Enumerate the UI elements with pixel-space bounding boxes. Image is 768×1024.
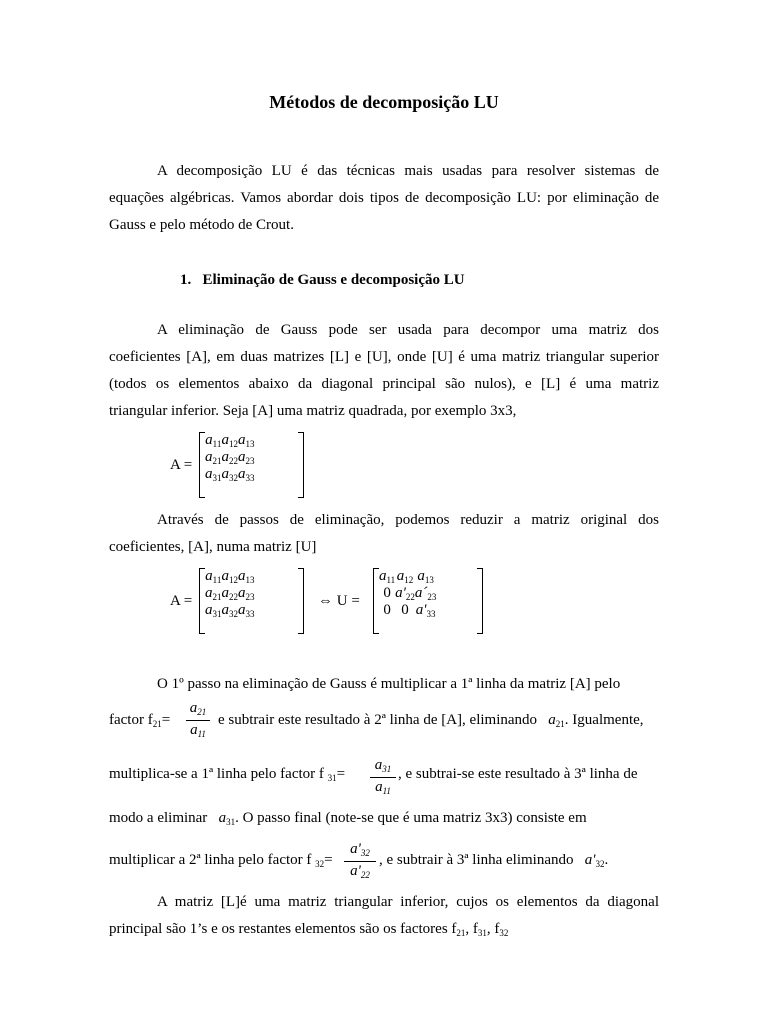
intro-line-3: Gauss e pelo método de Crout. xyxy=(109,217,294,233)
matrix-cell: $a_{32}$ xyxy=(221,602,238,619)
para1-line-4: triangular inferior. Seja [A] uma matriz quadrada, por exemplo 3x3, xyxy=(109,403,517,419)
matrix-row xyxy=(205,568,255,585)
matrix-cell: $a'_{22}$ xyxy=(395,585,415,602)
matrix-cell: $a_{21}$ xyxy=(205,449,222,466)
matrix-cell: 0 xyxy=(383,602,391,618)
fraction-a31-a11: $a_{31}$ $a_{11}$ xyxy=(370,757,396,799)
matrix-cell: $a_{13}$ xyxy=(238,568,255,585)
matrix-row xyxy=(379,602,436,619)
para4-line-2: principal são 1’s e os restantes elementos são os factores $f_{21}$, $f_{31}$, $f_{32}$ xyxy=(109,921,509,938)
matrix-cell: $a'_{33}$ xyxy=(415,602,436,619)
matrix-cell: $a_{13}$ xyxy=(238,432,255,449)
matrix-cell: $a_{23}$ xyxy=(238,449,255,466)
factor-f21-text: factor $f_{21}=$ xyxy=(109,712,171,729)
mult-f31-text: multiplica-se a 1ª linha pelo factor f $_{31}$= xyxy=(109,766,346,783)
para4-line-1: A matriz [L]é uma matriz triangular inferior, cujos os elementos da diagonal xyxy=(157,894,659,910)
matrix-cell: $a_{31}$ xyxy=(205,466,222,483)
matrix-cell: $a_{23}$ xyxy=(238,585,255,602)
matrix-row xyxy=(379,568,436,585)
matrix-a xyxy=(199,432,304,498)
matrix-cell: $a_{22}$ xyxy=(221,449,238,466)
matrix-cell: $a_{12}$ xyxy=(221,568,238,585)
para1-line-2: coeficientes [A], em duas matrizes [L] e [U], onde [U] é uma matriz triangular superior xyxy=(109,349,659,365)
matrix-cell: $a_{32}$ xyxy=(221,466,238,483)
matrix-cell: $a_{33}$ xyxy=(238,466,255,483)
matrix-cell: $a_{21}$ xyxy=(205,585,222,602)
para1-line-1: A eliminação de Gauss pode ser usada para decompor uma matriz dos xyxy=(157,322,659,338)
matrix-cell: 0 xyxy=(401,602,409,618)
para1-line-3: (todos os elementos abaixo da diagonal principal são nulos), e [L] é uma matriz xyxy=(109,376,659,392)
intro-line-2: equações algébricas. Vamos abordar dois tipos de decomposição LU: por eliminação de xyxy=(109,190,659,206)
para2-line-2: coeficientes, [A], numa matriz [U] xyxy=(109,539,317,555)
mult-f31-rest: , e subtrai-se este resultado à 3ª linha de xyxy=(398,766,638,782)
fraction-a21-a11: $a_{21}$ $a_{11}$ xyxy=(186,700,210,742)
matrix-a-repeat xyxy=(199,568,304,634)
final-f32-text: multiplicar a 2ª linha pelo factor f $_{32}$= xyxy=(109,852,333,869)
matrix-cell: $a_{31}$ xyxy=(205,602,222,619)
matrix-cell: $a_{22}$ xyxy=(221,585,238,602)
matrix-cell: $a_{12}$ xyxy=(396,568,414,585)
matrix-row xyxy=(205,466,255,483)
para2-line-1: Através de passos de eliminação, podemos reduzir a matriz original dos xyxy=(157,512,659,528)
fraction-a32-a22: $a'_{32}$ $a'_{22}$ xyxy=(344,841,376,883)
matrix-a2-label: A = xyxy=(170,593,193,609)
matrix-cell: $a_{11}$ xyxy=(205,432,222,449)
matrix-cell: $a_{33}$ xyxy=(238,602,255,619)
para3-line-1: O 1º passo na eliminação de Gauss é multiplicar a 1ª linha da matriz [A] pelo xyxy=(157,676,621,692)
matrix-cell: $a_{12}$ xyxy=(221,432,238,449)
section-heading: 1. Eliminação de Gauss e decomposição LU xyxy=(180,272,465,288)
modo-line: modo a eliminar $a_{31}$. O passo final (note-se que é uma matriz 3x3) consiste em xyxy=(109,810,587,827)
matrix-row xyxy=(205,449,255,466)
matrix-row xyxy=(205,585,255,602)
matrix-cell: $a_{13}$ xyxy=(417,568,434,585)
matrix-row xyxy=(205,602,255,619)
matrix-cell: $a_{11}$ xyxy=(205,568,222,585)
matrix-u xyxy=(373,568,483,634)
page-title: Métodos de decomposição LU xyxy=(269,92,499,112)
matrix-cell: 0 xyxy=(383,585,391,601)
matrix-cell: $a´_{23}$ xyxy=(414,585,437,602)
matrix-row xyxy=(205,432,255,449)
final-f32-rest: , e subtrair à 3ª linha eliminando $a'_{32}$. xyxy=(379,852,609,869)
factor-f21-rest: e subtrair este resultado à 2ª linha de [A], eliminando $a_{21}$. Igualmente, xyxy=(218,712,644,729)
matrix-a-label: A = xyxy=(170,457,193,473)
intro-line-1: A decomposição LU é das técnicas mais usadas para resolver sistemas de xyxy=(157,163,659,179)
matrix-cell: $a_{11}$ xyxy=(379,568,396,585)
equiv-u-label: ⇔ U = xyxy=(318,593,360,609)
matrix-row xyxy=(379,585,436,602)
